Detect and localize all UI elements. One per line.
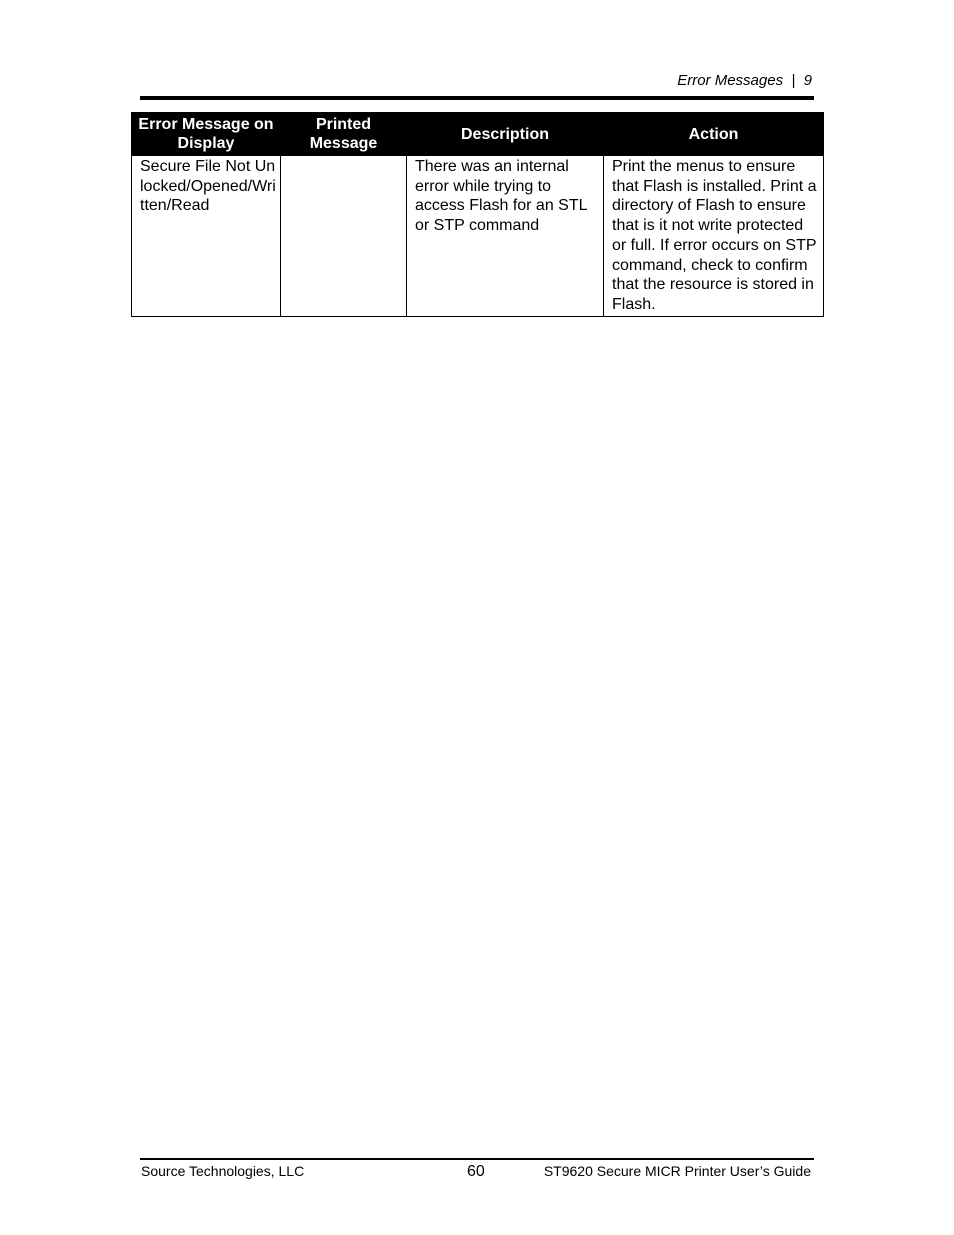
cell-printed-message: [281, 156, 407, 317]
column-header-printed: Printed Message: [281, 113, 407, 156]
cell-action: Print the menus to ensure that Flash is installed. Print a directory of Flash to ensure that is it not write protected or full. If error occurs on STP command, check to confirm that the resource is stored in Flash.: [604, 156, 824, 317]
footer-rule: [140, 1158, 814, 1160]
footer-guide-title: ST9620 Secure MICR Printer User’s Guide: [543, 1163, 811, 1179]
column-header-action: Action: [604, 113, 824, 156]
cell-display-message: Secure File Not Unlocked/Opened/Written/Read: [132, 156, 281, 317]
column-header-display: Error Message on Display: [132, 113, 281, 156]
running-header: Error Messages | 9: [677, 72, 812, 89]
header-rule: [140, 96, 814, 100]
column-header-description: Description: [407, 113, 604, 156]
error-messages-table: [131, 112, 824, 317]
table-header-row: [132, 113, 824, 156]
table-row: [132, 156, 824, 317]
page-number: 60: [467, 1163, 485, 1180]
footer-company: Source Technologies, LLC: [141, 1163, 305, 1179]
cell-description: There was an internal error while trying to access Flash for an STL or STP command: [407, 156, 604, 317]
